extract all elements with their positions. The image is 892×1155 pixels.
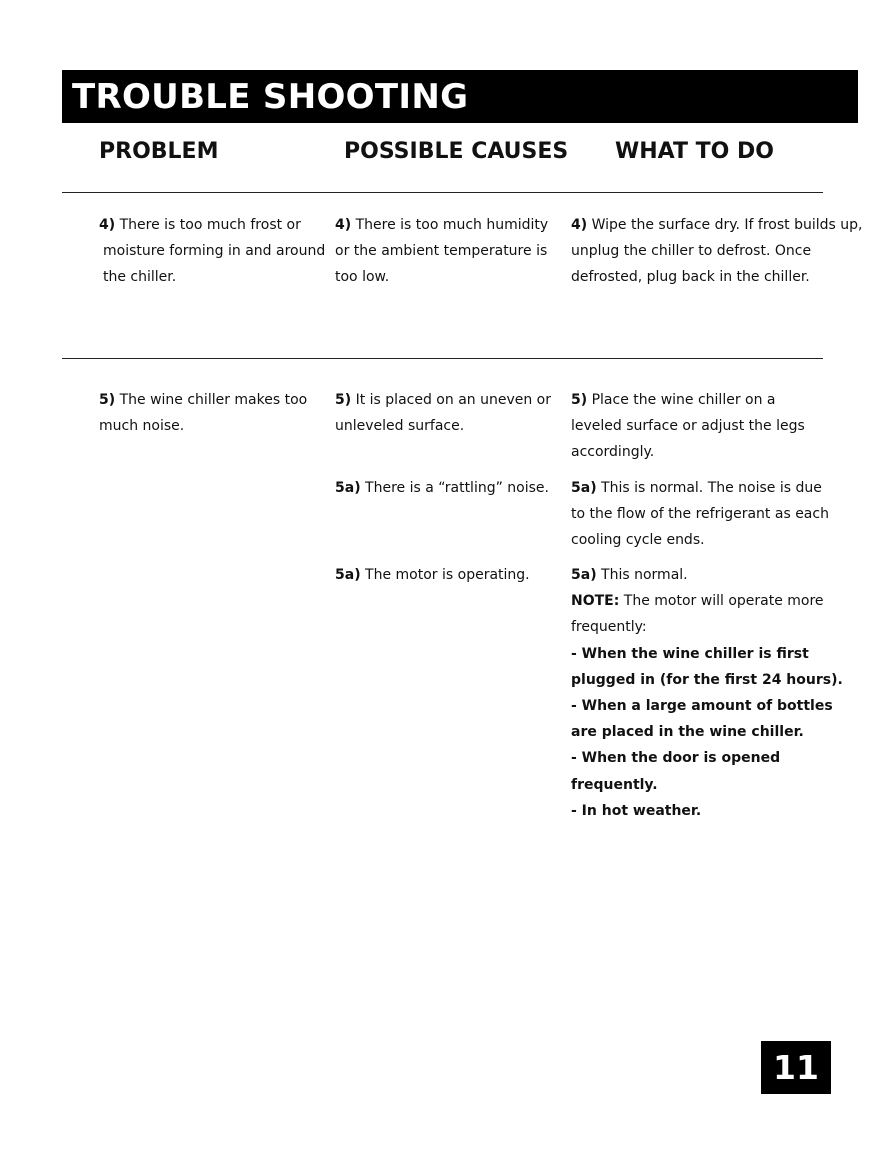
row5-cause-rattling-number: 5a) xyxy=(335,480,361,496)
note-bullet: - When a large amount of bottles xyxy=(571,698,833,715)
row5-cause-motor: 5a) The motor is operating. xyxy=(335,567,530,583)
note-label: NOTE: xyxy=(571,593,620,610)
note-bullet: - In hot weather. xyxy=(571,802,702,819)
row4-problem-number: 4) xyxy=(99,217,116,233)
row4-cause: 4) There is too much humidity or the ambient temperature is too low. xyxy=(335,217,549,286)
row5-cause-motor-number: 5a) xyxy=(335,567,361,583)
row5-action-level-number: 5) xyxy=(571,392,588,408)
note-bullet: are placed in the wine chiller. xyxy=(571,724,804,741)
row5-cause-rattling: 5a) There is a “rattling” noise. xyxy=(335,480,549,496)
note-bullet: frequently. xyxy=(571,776,658,793)
column-heading-causes: POSSIBLE CAUSES xyxy=(344,139,569,164)
row4-problem: 4) There is too much frost or moisture forming in and around the chiller. xyxy=(99,217,326,286)
row5-action-level: 5) Place the wine chiller on a leveled surface or adjust the legs accordingly. xyxy=(571,392,805,461)
page-title: TROUBLE SHOOTING xyxy=(72,77,469,117)
row5-action-motor: 5a) This normal. NOTE: The motor will operate more frequently: - When the wine chiller is first plugged in (for the first 24 hours). - When a large amount of bottles are placed in the wine chiller. - When the door is opened frequently. - In hot weather. xyxy=(571,562,843,824)
divider-middle xyxy=(62,358,823,359)
header-banner xyxy=(62,70,858,123)
row5-problem: 5) The wine chiller makes too much noise. xyxy=(99,392,308,435)
note-bullet: - When the door is opened xyxy=(571,750,781,767)
row4-action-number: 4) xyxy=(571,217,588,233)
row5-action-motor-number: 5a) xyxy=(571,567,597,583)
row5-action-rattling-number: 5a) xyxy=(571,480,597,496)
row5-action-rattling: 5a) This is normal. The noise is due to the flow of the refrigerant as each cooling cycle ends. xyxy=(571,480,829,549)
column-heading-problem: PROBLEM xyxy=(99,139,219,164)
page-number: 11 xyxy=(761,1041,831,1094)
row5-cause-uneven: 5) It is placed on an uneven or unleveled surface. xyxy=(335,392,551,435)
row4-cause-number: 4) xyxy=(335,217,352,233)
note-bullet: - When the wine chiller is first xyxy=(571,645,809,662)
column-heading-todo: WHAT TO DO xyxy=(615,139,774,164)
row5-problem-number: 5) xyxy=(99,392,116,408)
note-bullet: plugged in (for the first 24 hours). xyxy=(571,671,843,688)
divider-top xyxy=(62,192,823,193)
row4-action: 4) Wipe the surface dry. If frost builds up, unplug the chiller to defrost. Once defrosted, plug back in the chiller. xyxy=(571,217,863,286)
row5-cause-uneven-number: 5) xyxy=(335,392,352,408)
